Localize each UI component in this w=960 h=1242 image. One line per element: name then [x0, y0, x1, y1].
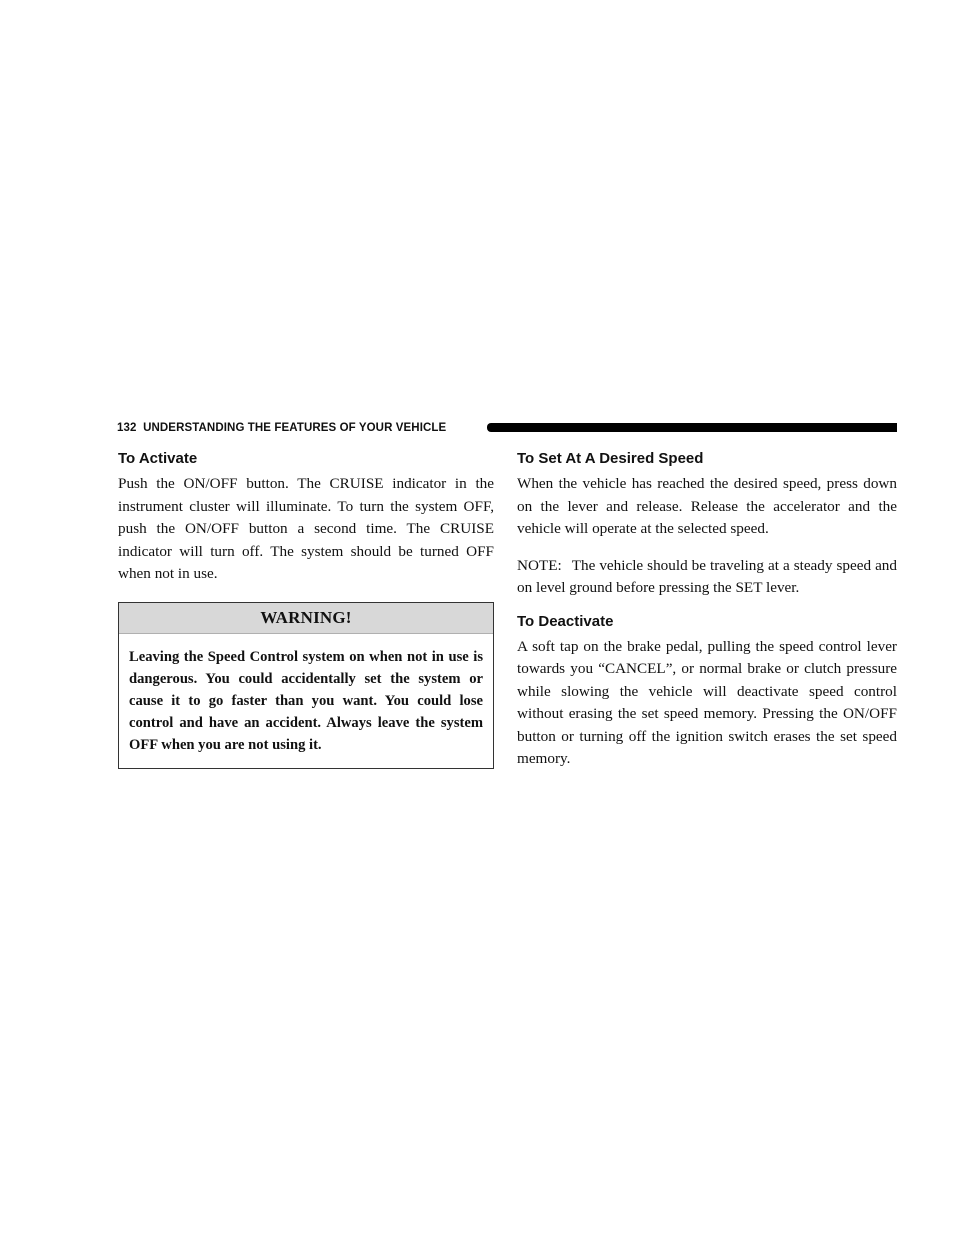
heading-set-desired-speed: To Set At A Desired Speed: [517, 450, 704, 467]
warning-text: Leaving the Speed Control system on when not in use is dangerous. You could accidentally set the system or cause it to go faster than you want. You could lose control and have an accident. Always leave the system OFF when you are not using it.: [129, 648, 483, 753]
paragraph-to-deactivate: A soft tap on the brake pedal, pulling the speed control lever towards you “CANCEL”, or normal brake or clutch pressure while slowing the vehicle will deactivate speed control without erasing the set speed memory. Pressing the ON/OFF button or turning off the ignition switch erases the set speed memory.: [517, 637, 897, 767]
page-number: 132: [117, 422, 137, 434]
right-column: [517, 449, 897, 771]
warning-title: WARNING!: [119, 603, 493, 634]
note-paragraph: [517, 555, 897, 600]
paragraph-set-desired-speed: When the vehicle has reached the desired speed, press down on the lever and release. Release the accelerator and the vehicle will operate at the selected speed.: [517, 475, 897, 537]
heading-to-deactivate: To Deactivate: [517, 612, 614, 630]
page-header: [117, 421, 897, 435]
header-rule-bar: [487, 423, 897, 432]
paragraph-to-activate: Push the ON/OFF button. The CRUISE indicator in the instrument cluster will illuminate. To turn the system OFF, push the ON/OFF button a second time. The CRUISE indicator will turn off. The system should be turned OFF when not in use.: [118, 475, 494, 582]
heading-to-activate: To Activate: [118, 450, 198, 467]
spacer: [517, 600, 897, 612]
left-column: [118, 449, 494, 769]
section-title: UNDERSTANDING THE FEATURES OF YOUR VEHICLE: [143, 422, 447, 434]
note-text: The vehicle should be traveling at a steady speed and on level ground before pressing the SET lever.: [517, 556, 897, 596]
warning-box: [118, 602, 494, 769]
spacer: [517, 541, 897, 555]
note-label: NOTE:: [517, 556, 562, 574]
header-text: [117, 421, 446, 435]
